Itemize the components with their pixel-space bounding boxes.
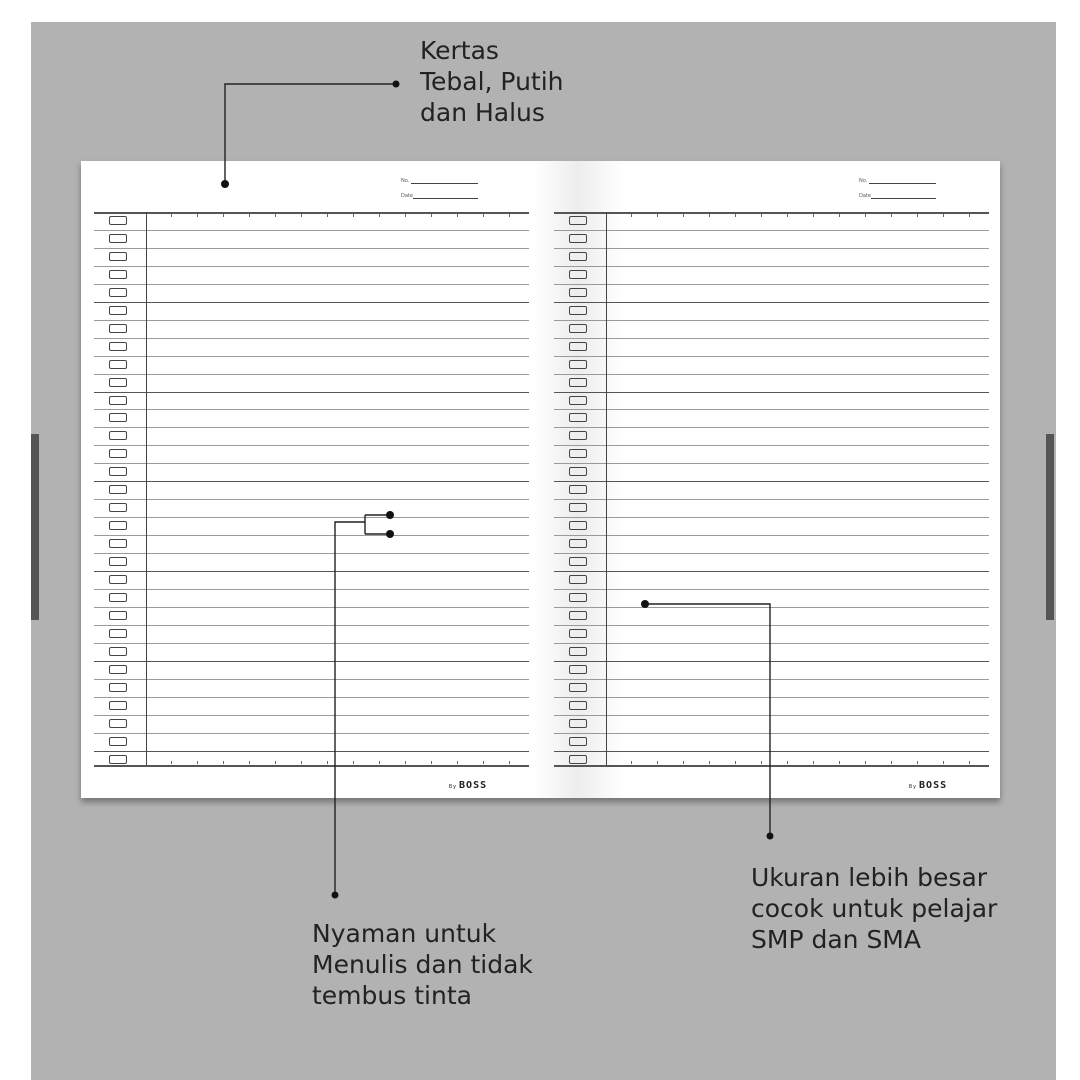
row-checkbox: [109, 234, 127, 243]
row-checkbox: [109, 396, 127, 405]
row-checkbox: [569, 342, 587, 351]
row-checkbox: [109, 503, 127, 512]
ruler-tick: [249, 214, 250, 217]
ruled-line: [94, 679, 529, 680]
ruled-line: [94, 661, 529, 662]
ruled-line: [94, 320, 529, 321]
ruled-line: [554, 499, 989, 500]
ruler-tick: [171, 214, 172, 217]
ruler-tick: [787, 214, 788, 217]
carousel-next-handle[interactable]: [1046, 434, 1054, 620]
ruler-tick: [301, 761, 302, 764]
margin-line: [606, 212, 607, 765]
bottom-ruler: [94, 765, 529, 767]
row-checkbox: [109, 665, 127, 674]
ruled-line: [94, 697, 529, 698]
row-checkbox: [569, 413, 587, 422]
ruler-tick: [327, 761, 328, 764]
row-checkbox: [569, 378, 587, 387]
ruled-line: [94, 517, 529, 518]
ruler-tick: [709, 214, 710, 217]
ruled-line: [554, 697, 989, 698]
row-checkbox: [109, 270, 127, 279]
row-checkbox: [569, 360, 587, 369]
row-checkbox: [109, 306, 127, 315]
row-checkbox: [109, 683, 127, 692]
date-field-line: [871, 198, 936, 199]
ruled-line: [554, 715, 989, 716]
ruled-line: [94, 338, 529, 339]
callout-paper-quality: Kertas Tebal, Putih dan Halus: [420, 36, 564, 127]
ruled-line: [554, 409, 989, 410]
ruler-tick: [683, 214, 684, 217]
ruler-tick: [787, 761, 788, 764]
ruler-tick: [865, 761, 866, 764]
top-ruler: [554, 212, 989, 214]
ruler-tick: [631, 214, 632, 217]
no-label: No.: [859, 178, 868, 184]
ruler-tick: [631, 761, 632, 764]
ruled-line: [94, 284, 529, 285]
row-checkbox: [109, 701, 127, 710]
ruler-tick: [379, 761, 380, 764]
no-label: No.: [401, 178, 410, 184]
ruler-tick: [483, 761, 484, 764]
ruled-line: [94, 535, 529, 536]
ruler-tick: [761, 214, 762, 217]
ruler-tick: [197, 214, 198, 217]
ruler-tick: [683, 761, 684, 764]
ruled-line: [94, 427, 529, 428]
ruler-tick: [223, 761, 224, 764]
ruler-tick: [249, 761, 250, 764]
row-checkbox: [109, 467, 127, 476]
ruler-tick: [839, 214, 840, 217]
ruled-line: [554, 392, 989, 393]
ruler-tick: [657, 761, 658, 764]
ruled-line: [554, 284, 989, 285]
row-checkbox: [569, 234, 587, 243]
ruler-tick: [735, 214, 736, 217]
ruled-line: [94, 625, 529, 626]
no-field-line: [411, 183, 478, 184]
ruler-tick: [917, 761, 918, 764]
row-checkbox: [569, 755, 587, 764]
row-checkbox: [569, 683, 587, 692]
ruled-line: [554, 733, 989, 734]
ruler-tick: [709, 761, 710, 764]
ruled-line: [554, 661, 989, 662]
row-checkbox: [569, 521, 587, 530]
row-checkbox: [109, 413, 127, 422]
ruler-tick: [275, 214, 276, 217]
top-ruler: [94, 212, 529, 214]
bottom-ruler: [554, 765, 989, 767]
ruler-tick: [891, 761, 892, 764]
ruled-line: [94, 589, 529, 590]
row-checkbox: [569, 593, 587, 602]
row-checkbox: [569, 449, 587, 458]
ruler-tick: [943, 761, 944, 764]
brand-logo: By BOSS: [449, 780, 488, 791]
ruled-line: [554, 679, 989, 680]
ruled-line: [554, 356, 989, 357]
row-checkbox: [569, 306, 587, 315]
ruler-tick: [457, 214, 458, 217]
row-checkbox: [569, 539, 587, 548]
ruler-tick: [379, 214, 380, 217]
row-checkbox: [109, 378, 127, 387]
row-checkbox: [109, 216, 127, 225]
row-checkbox: [109, 593, 127, 602]
ruled-line: [554, 517, 989, 518]
ruler-tick: [865, 214, 866, 217]
ruled-line: [554, 571, 989, 572]
row-checkbox: [569, 737, 587, 746]
ruled-line: [554, 751, 989, 752]
row-checkbox: [109, 252, 127, 261]
row-checkbox: [109, 611, 127, 620]
row-checkbox: [109, 288, 127, 297]
ruled-line: [94, 715, 529, 716]
date-field-line: [413, 198, 478, 199]
ruler-tick: [353, 761, 354, 764]
ruler-tick: [431, 214, 432, 217]
ruler-tick: [353, 214, 354, 217]
ruled-line: [94, 445, 529, 446]
row-checkbox: [109, 521, 127, 530]
ruled-line: [554, 248, 989, 249]
row-checkbox: [569, 431, 587, 440]
ruler-tick: [509, 214, 510, 217]
ruler-tick: [223, 214, 224, 217]
row-checkbox: [569, 611, 587, 620]
ruler-tick: [275, 761, 276, 764]
ruler-tick: [301, 214, 302, 217]
ruled-line: [554, 427, 989, 428]
ruler-tick: [171, 761, 172, 764]
row-checkbox: [109, 324, 127, 333]
margin-line: [146, 212, 147, 765]
row-checkbox: [109, 737, 127, 746]
row-checkbox: [109, 629, 127, 638]
row-checkbox: [569, 485, 587, 494]
row-checkbox: [569, 324, 587, 333]
ruled-line: [94, 356, 529, 357]
ruled-line: [94, 751, 529, 752]
date-label: Date: [401, 193, 413, 199]
row-checkbox: [569, 719, 587, 728]
row-checkbox: [569, 629, 587, 638]
row-checkbox: [109, 539, 127, 548]
right-page: [541, 161, 1000, 798]
ruled-line: [554, 320, 989, 321]
row-checkbox: [569, 647, 587, 656]
row-checkbox: [569, 701, 587, 710]
ruler-tick: [813, 214, 814, 217]
ruler-tick: [657, 214, 658, 217]
row-checkbox: [109, 342, 127, 351]
ruler-tick: [405, 214, 406, 217]
ruled-line: [554, 302, 989, 303]
ruler-tick: [327, 214, 328, 217]
ruled-line: [554, 535, 989, 536]
ruler-tick: [431, 761, 432, 764]
ruler-tick: [917, 214, 918, 217]
ruled-line: [554, 463, 989, 464]
row-checkbox: [109, 755, 127, 764]
ruled-line: [94, 643, 529, 644]
row-checkbox: [109, 557, 127, 566]
ruled-line: [94, 733, 529, 734]
ruled-line: [94, 302, 529, 303]
ruled-line: [554, 553, 989, 554]
callout-size: Ukuran lebih besar cocok untuk pelajar SMP dan SMA: [751, 863, 998, 954]
ruled-line: [554, 445, 989, 446]
ruler-tick: [943, 214, 944, 217]
row-checkbox: [569, 270, 587, 279]
no-field-line: [869, 183, 936, 184]
row-checkbox: [569, 575, 587, 584]
row-checkbox: [109, 360, 127, 369]
date-label: Date: [859, 193, 871, 199]
row-checkbox: [569, 467, 587, 476]
row-checkbox: [569, 396, 587, 405]
ruled-line: [94, 553, 529, 554]
ruled-line: [94, 248, 529, 249]
ruled-line: [94, 571, 529, 572]
ruled-line: [94, 392, 529, 393]
ruled-line: [94, 230, 529, 231]
ruler-tick: [839, 761, 840, 764]
row-checkbox: [569, 216, 587, 225]
ruled-line: [94, 409, 529, 410]
ruler-tick: [969, 761, 970, 764]
ruled-line: [554, 266, 989, 267]
ruled-line: [554, 625, 989, 626]
ruled-line: [94, 463, 529, 464]
ruler-tick: [197, 761, 198, 764]
ruler-tick: [405, 761, 406, 764]
ruled-line: [94, 266, 529, 267]
row-checkbox: [109, 485, 127, 494]
row-checkbox: [569, 288, 587, 297]
row-checkbox: [109, 719, 127, 728]
row-checkbox: [569, 503, 587, 512]
row-checkbox: [109, 449, 127, 458]
row-checkbox: [109, 647, 127, 656]
ruler-tick: [457, 761, 458, 764]
left-page: [81, 161, 540, 798]
ruled-line: [94, 607, 529, 608]
ruled-line: [94, 499, 529, 500]
row-checkbox: [569, 557, 587, 566]
ruler-tick: [891, 214, 892, 217]
ruled-line: [554, 607, 989, 608]
ruled-line: [554, 338, 989, 339]
row-checkbox: [569, 252, 587, 261]
ruled-line: [554, 643, 989, 644]
ruled-line: [554, 589, 989, 590]
ruled-line: [94, 374, 529, 375]
ruler-tick: [969, 214, 970, 217]
ruler-tick: [735, 761, 736, 764]
row-checkbox: [569, 665, 587, 674]
brand-logo: By BOSS: [909, 780, 948, 791]
row-checkbox: [109, 431, 127, 440]
ruler-tick: [483, 214, 484, 217]
carousel-prev-handle[interactable]: [31, 434, 39, 620]
row-checkbox: [109, 575, 127, 584]
ruler-tick: [813, 761, 814, 764]
callout-comfort: Nyaman untuk Menulis dan tidak tembus tinta: [312, 919, 533, 1010]
ruled-line: [554, 481, 989, 482]
ruled-line: [554, 374, 989, 375]
ruled-line: [94, 481, 529, 482]
ruler-tick: [509, 761, 510, 764]
open-notebook: [81, 161, 1000, 798]
ruler-tick: [761, 761, 762, 764]
ruled-line: [554, 230, 989, 231]
